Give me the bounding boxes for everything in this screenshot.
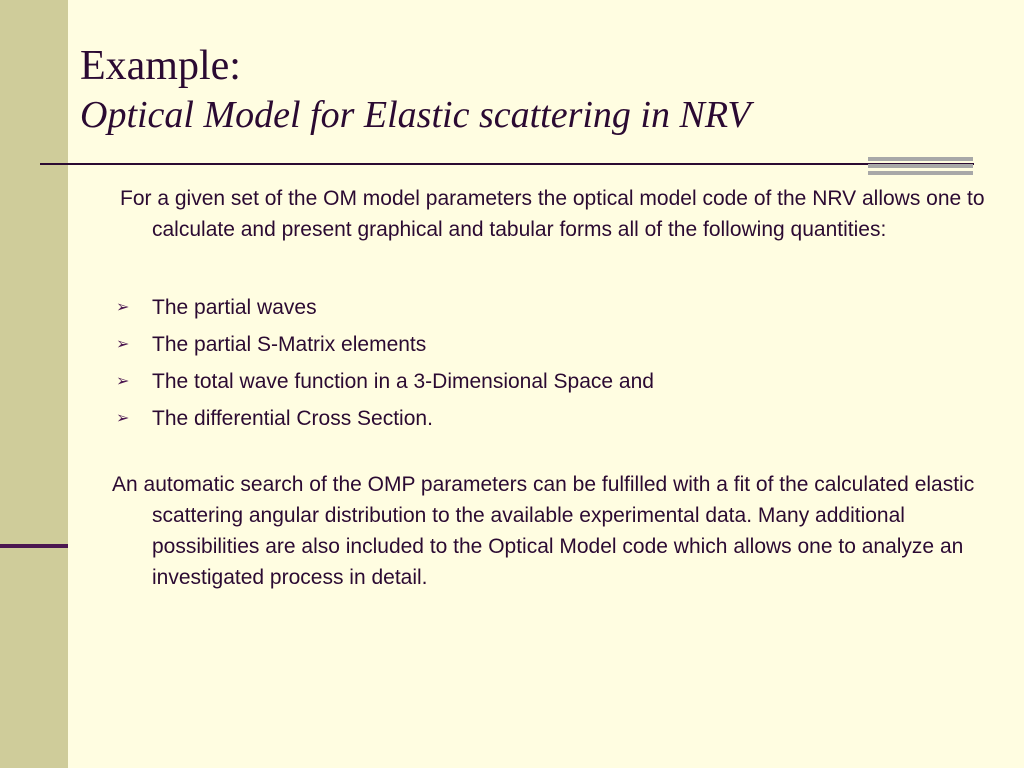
arrow-bullet-icon: ➢ xyxy=(116,373,130,390)
quantity-list xyxy=(112,289,992,437)
decorative-gray-bars xyxy=(868,157,973,178)
arrow-bullet-icon: ➢ xyxy=(116,299,130,316)
slide-body xyxy=(112,183,992,593)
left-decorative-band xyxy=(0,0,68,768)
slide-title xyxy=(80,40,980,138)
closing-paragraph: An automatic search of the OMP parameters can be fulfilled with a fit of the calculated elastic scattering angular distribution to the available experimental data. Many additional possibilities are also included to the Optical Model code which allows one to analyze an investigated process in detail. xyxy=(112,473,975,589)
arrow-bullet-icon: ➢ xyxy=(116,410,130,427)
list-item-text: The partial waves xyxy=(152,296,317,319)
gray-bar xyxy=(868,157,973,161)
list-item-text: The partial S-Matrix elements xyxy=(152,333,427,356)
list-item xyxy=(112,326,992,363)
gray-bar xyxy=(868,164,973,168)
left-band-accent-line xyxy=(0,544,68,548)
gray-bar xyxy=(868,171,973,175)
title-line-2: Optical Model for Elastic scattering in NRV xyxy=(80,94,751,136)
title-line-1: Example: xyxy=(80,43,241,89)
list-item-text: The differential Cross Section. xyxy=(152,407,433,430)
list-item xyxy=(112,400,992,437)
list-item xyxy=(112,289,992,326)
list-item-text: The total wave function in a 3-Dimensional Space and xyxy=(152,370,654,393)
list-item xyxy=(112,363,992,400)
intro-paragraph: For a given set of the OM model parameters the optical model code of the NRV allows one to calculate and present graphical and tabular forms all of the following quantities: xyxy=(120,187,985,241)
arrow-bullet-icon: ➢ xyxy=(116,336,130,353)
title-underline xyxy=(40,163,974,165)
